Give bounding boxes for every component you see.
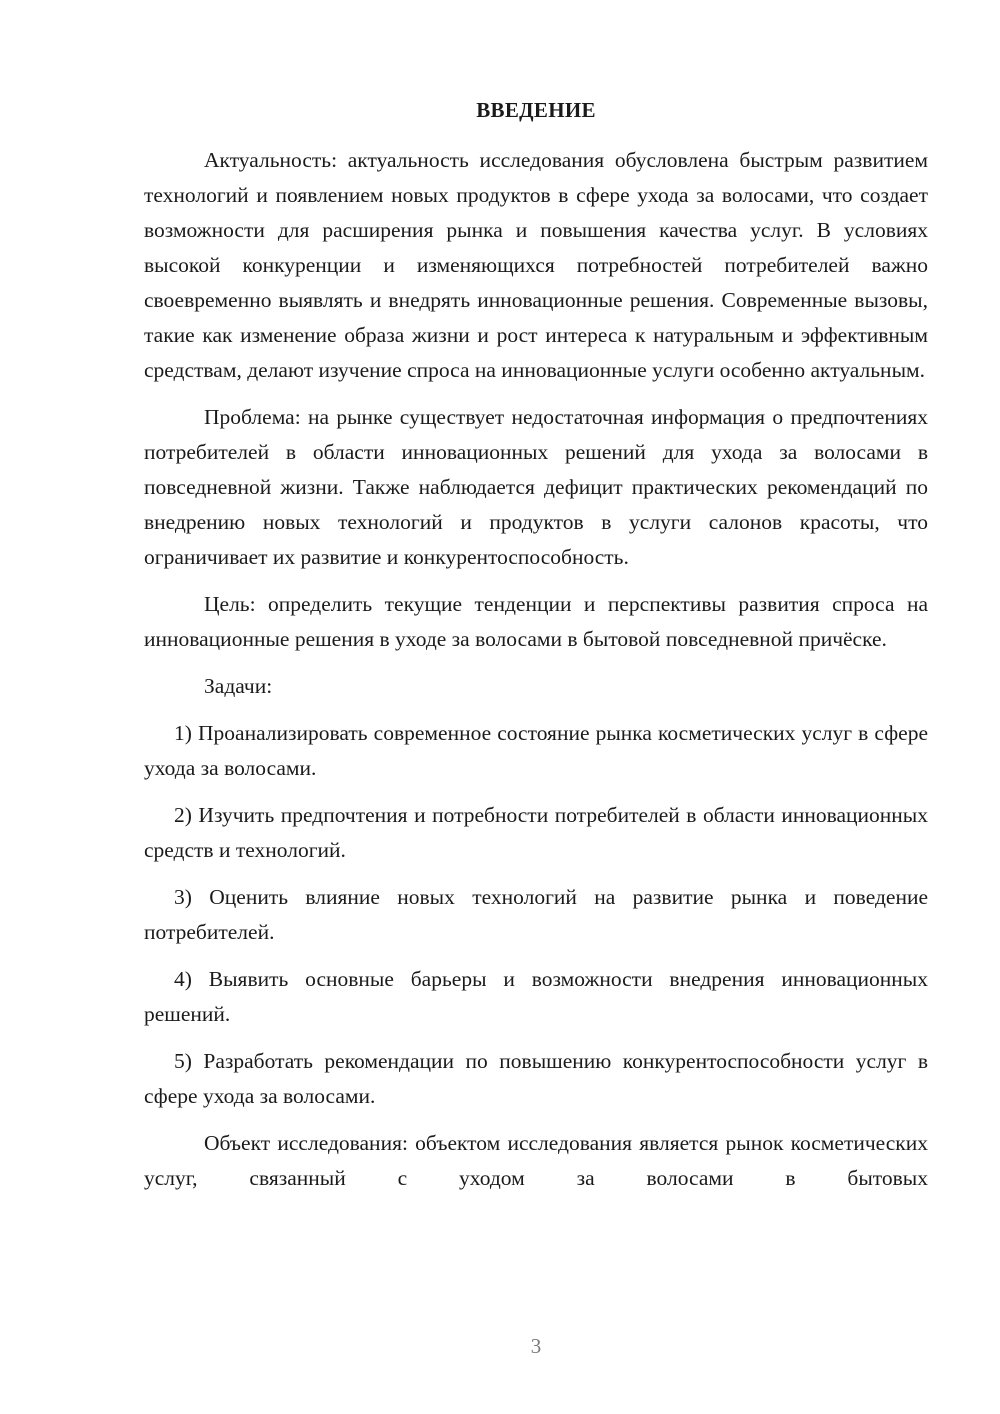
task-list	[144, 716, 928, 1114]
paragraph-relevance: Актуальность: актуальность исследования обусловлена быстрым развитием технологий и появлением новых продуктов в сфере ухода за волосами, что создает возможности для расширения рынка и повышения качества услуг. В условиях высокой конкуренции и изменяющихся потребностей потребителей важно своевременно выявлять и внедрять инновационные решения. Современные вызовы, такие как изменение образа жизни и рост интереса к натуральным и эффективным средствам, делают изучение спроса на инновационные услуги особенно актуальным.	[144, 148, 928, 382]
tasks-heading: Задачи:	[204, 674, 273, 698]
task-item: 2) Изучить предпочтения и потребности потребителей в области инновационных средств и технологий.	[144, 803, 928, 862]
page-title: ВВЕДЕНИЕ	[476, 98, 596, 122]
paragraph-problem: Проблема: на рынке существует недостаточная информация о предпочтениях потребителей в области инновационных решений для ухода за волосами в повседневной жизни. Также наблюдается дефицит практических рекомендаций по внедрению новых технологий и продуктов в услуги салонов красоты, что ограничивает их развитие и конкурентоспособность.	[144, 405, 928, 569]
paragraph-goal: Цель: определить текущие тенденции и перспективы развития спроса на инновационные решения в уходе за волосами в бытовой повседневной причёске.	[144, 592, 928, 651]
task-item: 1) Проанализировать современное состояние рынка косметических услуг в сфере ухода за волосами.	[144, 721, 928, 780]
task-item: 3) Оценить влияние новых технологий на развитие рынка и поведение потребителей.	[144, 885, 928, 944]
document-body	[144, 143, 928, 1208]
task-item: 5) Разработать рекомендации по повышению конкурентоспособности услуг в сфере ухода за волосами.	[144, 1049, 928, 1108]
page-number: 3	[530, 1334, 542, 1358]
paragraph-object: Объект исследования: объектом исследования является рынок косметических услуг, связанный с уходом за волосами в бытовых	[144, 1131, 928, 1190]
task-item: 4) Выявить основные барьеры и возможности внедрения инновационных решений.	[144, 967, 928, 1026]
